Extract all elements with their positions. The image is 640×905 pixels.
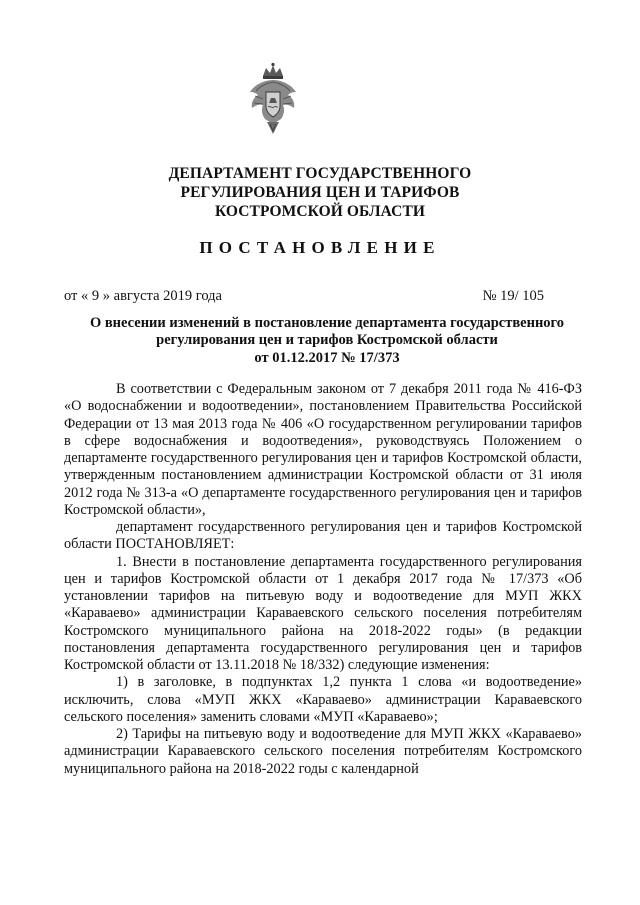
document-number: № 19/ 105 [482, 288, 544, 304]
document-body [64, 381, 582, 778]
body-paragraph-legal-basis: В соответствии с Федеральным законом от 7 декабря 2011 года № 416-ФЗ «О водоснабжении и водоотведении», постановлением Правительства Российской Федерации от 13 мая 2013 года № 406 «О государственном регулировании тарифов в сфере водоснабжения и водоотведения», руководствуясь Положением о департаменте государственного регулирования цен и тарифов Костромской области, утвержденным постановлением администрации Костромской области от 31 июля 2012 года № 313-а «О департаменте государственного регулирования цен и тарифов Костромской области», [64, 381, 582, 518]
body-paragraph-subitem-1: 1) в заголовке, в подпунктах 1,2 пункта 1 слова «и водоотведение» исключить, слова «МУП ЖКХ «Караваево» администрации Караваевского сельского поселения» заменить словами «МУП «Караваево»; [64, 674, 582, 725]
body-paragraph-subitem-2: 2) Тарифы на питьевую воду и водоотведение для МУП ЖКХ «Караваево» администрации Караваевского сельского поселения потребителям Костромского муниципального района на 2018-2022 годы с календарной [64, 726, 582, 777]
body-paragraph-resolves: департамент государственного регулирования цен и тарифов Костромской области ПОСТАНОВЛЯЕТ: [64, 519, 582, 553]
department-name-line3: КОСТРОМСКОЙ ОБЛАСТИ [214, 203, 426, 220]
coat-of-arms-icon [247, 62, 299, 138]
department-name-line2: РЕГУЛИРОВАНИЯ ЦЕН И ТАРИФОВ [180, 184, 460, 201]
document-subject [70, 315, 584, 367]
document-date: от « 9 » августа 2019 года [64, 288, 222, 304]
body-paragraph-item-1: 1. Внести в постановление департамента государственного регулирования цен и тарифов Костромской области от 1 декабря 2017 года № 17/373 «Об установлении тарифов на питьевую воду и водоотведение для МУП ЖКХ «Караваево» администрации Караваевского сельского поселения потребителям Костромского муниципального района на 2018-2022 годы» (в редакции постановления департамента государственного регулирования цен и тарифов Костромской области от 13.11.2018 № 18/332) следующие изменения: [64, 553, 582, 673]
document-type-title: ПОСТАНОВЛЕНИЕ [199, 238, 441, 257]
subject-line3: от 01.12.2017 № 17/373 [254, 349, 400, 366]
department-name-line1: ДЕПАРТАМЕНТ ГОСУДАРСТВЕННОГО [168, 165, 472, 182]
subject-line1: О внесении изменений в постановление департамента государственного [89, 315, 565, 331]
subject-line2: регулирования цен и тарифов Костромской области [156, 332, 498, 349]
